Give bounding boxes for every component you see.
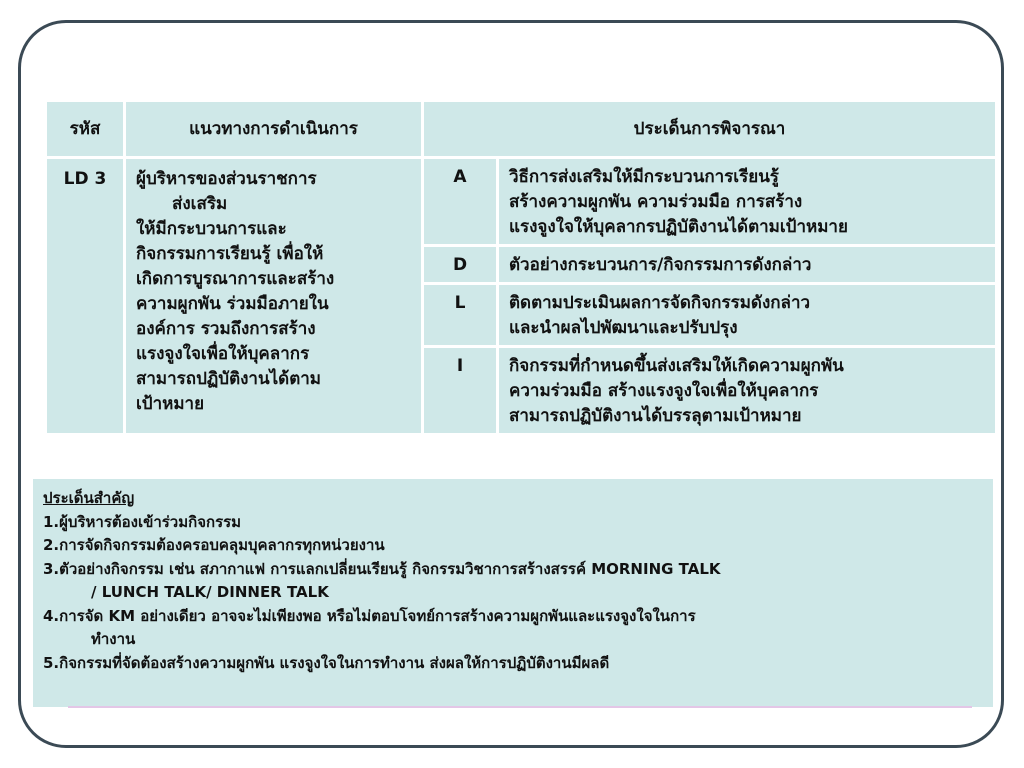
cell-approach (126, 159, 421, 433)
cell-desc-l (499, 285, 995, 345)
cell-desc-i (499, 348, 995, 433)
desc-line: ตัวอย่างกระบวนการ/กิจกรรมการดังกล่าว (509, 255, 812, 275)
cell-letter-a: A (424, 159, 496, 244)
desc-line: กิจกรรมที่กำหนดขึ้นส่งเสริมให้เกิดความผูกพัน (509, 356, 844, 376)
cell-code: LD 3 (47, 159, 123, 433)
approach-line: ผู้บริหารของส่วนราชการ (136, 169, 317, 189)
approach-line: สามารถปฏิบัติงานได้ตาม (136, 369, 321, 389)
cell-desc-a (499, 159, 995, 244)
key-point-continuation: ทำงาน (91, 630, 136, 648)
desc-line: สามารถปฏิบัติงานได้บรรลุตามเป้าหมาย (509, 406, 802, 426)
approach-line: ให้มีกระบวนการและ (136, 219, 287, 239)
approach-line: เป้าหมาย (136, 394, 205, 414)
accent-rule (68, 706, 972, 708)
key-point-item: 1.ผู้บริหารต้องเข้าร่วมกิจกรรม (43, 512, 242, 531)
key-point-item: 5.กิจกรรมที่จัดต้องสร้างความผูกพัน แรงจูงใจในการทำงาน ส่งผลให้การปฏิบัติงานมีผลดี (43, 653, 610, 672)
key-point-item: 3.ตัวอย่างกิจกรรม เช่น สภากาแฟ การแลกเปลี่ยนเรียนรู้ กิจกรรมวิชาการสร้างสรรค์ MORNING TALK (43, 559, 721, 578)
approach-line: ส่งเสริม (172, 194, 228, 214)
cell-desc-d (499, 247, 995, 282)
desc-line: สร้างความผูกพัน ความร่วมมือ การสร้าง (509, 192, 803, 212)
approach-line: ความผูกพัน ร่วมมือภายใน (136, 294, 329, 314)
desc-line: ความร่วมมือ สร้างแรงจูงใจเพื่อให้บุคลากร (509, 381, 819, 401)
key-points-box (33, 479, 993, 707)
cell-letter-l: L (424, 285, 496, 345)
desc-line: วิธีการส่งเสริมให้มีกระบวนการเรียนรู้ (509, 167, 779, 187)
table-row (47, 159, 995, 244)
approach-line: แรงจูงใจเพื่อให้บุคลากร (136, 344, 310, 364)
approach-line: กิจกรรมการเรียนรู้ เพื่อให้ (136, 244, 324, 264)
header-code: รหัส (47, 102, 123, 156)
desc-line: แรงจูงใจให้บุคลากรปฏิบัติงานได้ตามเป้าหมาย (509, 217, 848, 237)
approach-line: องค์การ รวมถึงการสร้าง (136, 319, 316, 339)
table-header-row (47, 102, 995, 156)
ld3-table (44, 99, 998, 436)
desc-line: และนำผลไปพัฒนาและปรับปรุง (509, 318, 738, 338)
key-points-title: ประเด็นสำคัญ (43, 489, 135, 507)
approach-line: เกิดการบูรณาการและสร้าง (136, 269, 335, 289)
key-point-continuation: / LUNCH TALK/ DINNER TALK (91, 583, 329, 601)
cell-letter-d: D (424, 247, 496, 282)
header-approach: แนวทางการดำเนินการ (126, 102, 421, 156)
key-point-item: 4.การจัด KM อย่างเดียว อาจจะไม่เพียงพอ หรือไม่ตอบโจทย์การสร้างความผูกพันและแรงจูงใจในการ (43, 606, 696, 625)
key-point-item: 2.การจัดกิจกรรมต้องครอบคลุมบุคลากรทุกหน่วยงาน (43, 536, 385, 554)
header-considerations: ประเด็นการพิจารณา (424, 102, 995, 156)
desc-line: ติดตามประเมินผลการจัดกิจกรรมดังกล่าว (509, 293, 811, 313)
cell-letter-i: I (424, 348, 496, 433)
